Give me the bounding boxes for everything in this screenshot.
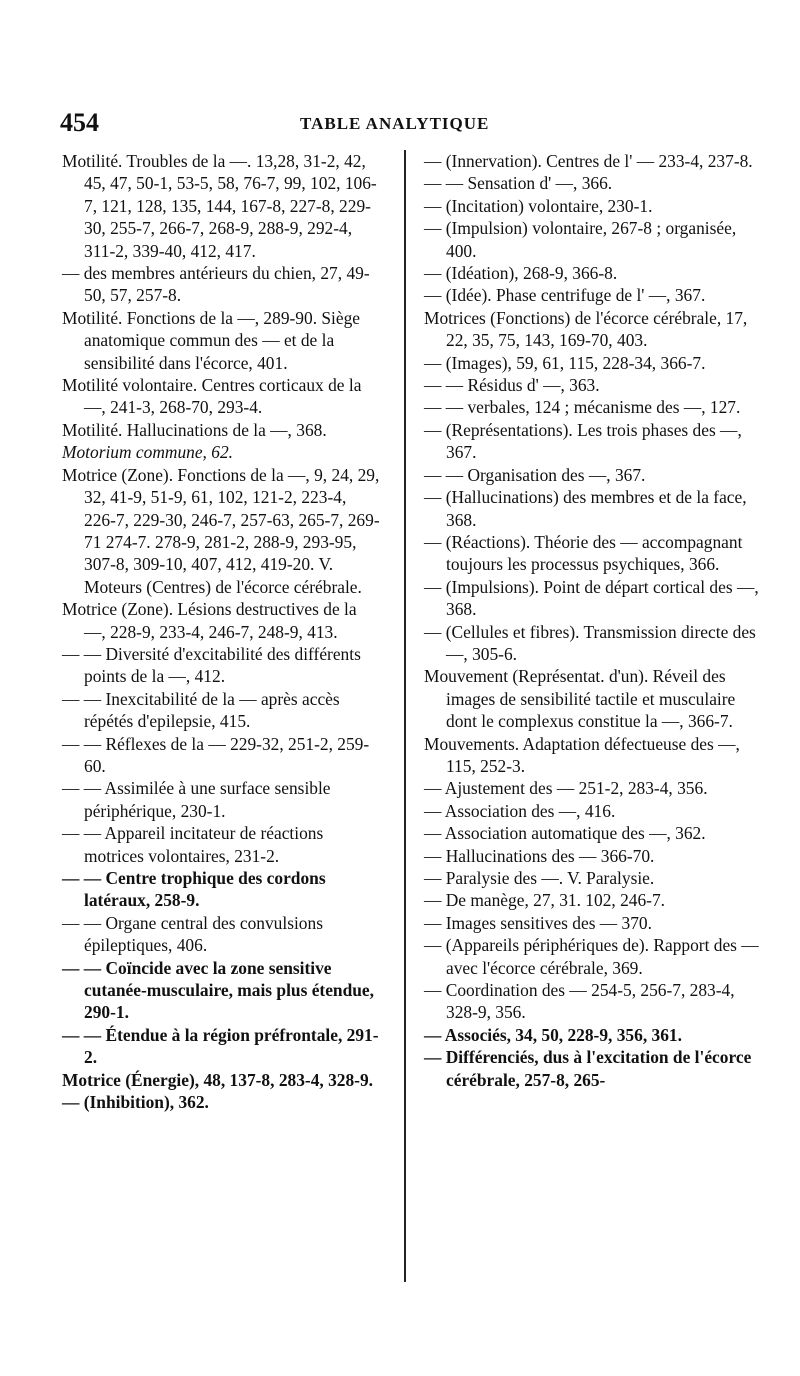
index-entry: — (Inhibition), 362. bbox=[62, 1092, 209, 1113]
index-entry: Mouvements. Adaptation défectueuse des —, 115, 252-3. bbox=[424, 733, 740, 776]
index-entry: Mouvement (Représentat. d'un). Réveil des images de sensibilité tactile et musculaire dont le complexus constitue la —, 366-7. bbox=[424, 666, 736, 732]
index-entry: — (Appareils périphériques de). Rapport des — avec l'écorce cérébrale, 369. bbox=[424, 935, 759, 978]
index-entry: — De manège, 27, 31. 102, 246-7. bbox=[424, 890, 666, 911]
index-entry: — — Organe central des convulsions épileptiques, 406. bbox=[62, 912, 323, 956]
index-entry: — (Images), 59, 61, 115, 228-34, 366-7. bbox=[424, 352, 706, 373]
index-entry: — (Incitation) volontaire, 230-1. bbox=[424, 195, 653, 216]
index-entry: — (Innervation). Centres de l' — 233-4, 237-8. bbox=[424, 151, 753, 171]
index-entry: — — Résidus d' —, 363. bbox=[424, 375, 600, 396]
index-entry: Motrice (Zone). Lésions destructives de la —, 228-9, 233-4, 246-7, 248-9, 413. bbox=[62, 599, 357, 642]
index-entry: — — verbales, 124 ; mécanisme des —, 127. bbox=[424, 397, 741, 418]
index-entry: — (Réactions). Théorie des — accompagnant toujours les processus psychiques, 366. bbox=[424, 531, 743, 575]
index-entry: Motrice (Énergie), 48, 137-8, 283-4, 328-9. bbox=[62, 1069, 374, 1090]
index-entry: — Association automatique des —, 362. bbox=[424, 823, 706, 844]
index-entry: — Différenciés, dus à l'excitation de l'écorce cérébrale, 257-8, 265- bbox=[424, 1047, 752, 1090]
index-entry: — Association des —, 416. bbox=[424, 800, 616, 821]
page-number: 454 bbox=[60, 108, 99, 137]
index-entry: Motorium commune, 62. bbox=[62, 442, 233, 463]
index-entry: — — Centre trophique des cordons latéraux, 258-9. bbox=[62, 868, 326, 911]
index-entry: Motilité. Hallucinations de la —, 368. bbox=[62, 419, 327, 440]
index-entry: — — Inexcitabilité de la — après accès répétés d'epilepsie, 415. bbox=[62, 688, 340, 732]
index-entry: — des membres antérieurs du chien, 27, 49-50, 57, 257-8. bbox=[62, 263, 370, 306]
left-column bbox=[62, 150, 382, 1113]
index-entry: — Ajustement des — 251-2, 283-4, 356. bbox=[424, 778, 708, 799]
index-entry: Motrices (Fonctions) de l'écorce cérébrale, 17, 22, 35, 75, 143, 169-70, 403. bbox=[424, 307, 748, 351]
column-divider bbox=[404, 150, 406, 1282]
index-entry: — (Hallucinations) des membres et de la face, 368. bbox=[424, 487, 747, 530]
index-entry: — — Coïncide avec la zone sensitive cutanée-musculaire, mais plus étendue, 290-1. bbox=[62, 957, 375, 1023]
index-entry: — (Impulsion) volontaire, 267-8 ; organisée, 400. bbox=[424, 218, 737, 261]
right-column bbox=[424, 150, 764, 1091]
index-entry: — — Assimilée à une surface sensible périphérique, 230-1. bbox=[62, 778, 331, 821]
index-entry: — (Idée). Phase centrifuge de l' —, 367. bbox=[424, 285, 706, 306]
index-entry: — Coordination des — 254-5, 256-7, 283-4, 328-9, 356. bbox=[424, 980, 735, 1023]
index-entry: — Associés, 34, 50, 228-9, 356, 361. bbox=[424, 1024, 682, 1045]
index-entry: — — Diversité d'excitabilité des différents points de la —, 412. bbox=[62, 643, 361, 687]
index-entry: — Paralysie des —. V. Paralysie. bbox=[424, 868, 655, 888]
index-entry: — — Organisation des —, 367. bbox=[424, 464, 646, 485]
index-entry: Motrice (Zone). Fonctions de la —, 9, 24, 29, 32, 41-9, 51-9, 61, 102, 121-2, 223-4, 226-7, 229-30, 246-7, 257-63, 265-7, 269-71 274-7. 278-9, 281-2, 288-9, 293-95, 307-8, 309-10, 407, 412, 419-20. V. Moteurs (Centres) de l'écorce cérébrale. bbox=[62, 464, 380, 597]
index-entry: — (Représentations). Les trois phases des —, 367. bbox=[424, 419, 742, 463]
index-entry: — (Idéation), 268-9, 366-8. bbox=[424, 263, 618, 284]
index-entry: — — Étendue à la région préfrontale, 291-2. bbox=[62, 1024, 379, 1068]
index-entry: — Images sensitives des — 370. bbox=[424, 912, 652, 933]
index-entry: Motilité. Troubles de la —. 13,28, 31-2, 42, 45, 47, 50-1, 53-5, 58, 76-7, 99, 102, 106-7, 121, 128, 135, 144, 167-8, 227-8, 229-30, 255-7, 266-7, 268-9, 288-9, 292-4, 311-2, 339-40, 412, 417. bbox=[62, 151, 377, 261]
page-header bbox=[56, 108, 746, 138]
index-entry: — (Cellules et fibres). Transmission directe des —, 305-6. bbox=[424, 621, 756, 664]
index-entry: — — Réflexes de la — 229-32, 251-2, 259-60. bbox=[62, 733, 370, 776]
index-entry: Motilité. Fonctions de la —, 289-90. Siège anatomique commun des — et de la sensibilité dans l'écorce, 401. bbox=[62, 307, 361, 373]
index-entry: — Hallucinations des — 366-70. bbox=[424, 845, 655, 866]
index-entry: — (Impulsions). Point de départ cortical des —, 368. bbox=[424, 576, 759, 620]
index-entry: — — Appareil incitateur de réactions motrices volontaires, 231-2. bbox=[62, 823, 324, 866]
index-entry: Motilité volontaire. Centres corticaux de la —, 241-3, 268-70, 293-4. bbox=[62, 375, 362, 418]
index-entry: — — Sensation d' —, 366. bbox=[424, 173, 613, 194]
running-title: TABLE ANALYTIQUE bbox=[300, 114, 490, 133]
